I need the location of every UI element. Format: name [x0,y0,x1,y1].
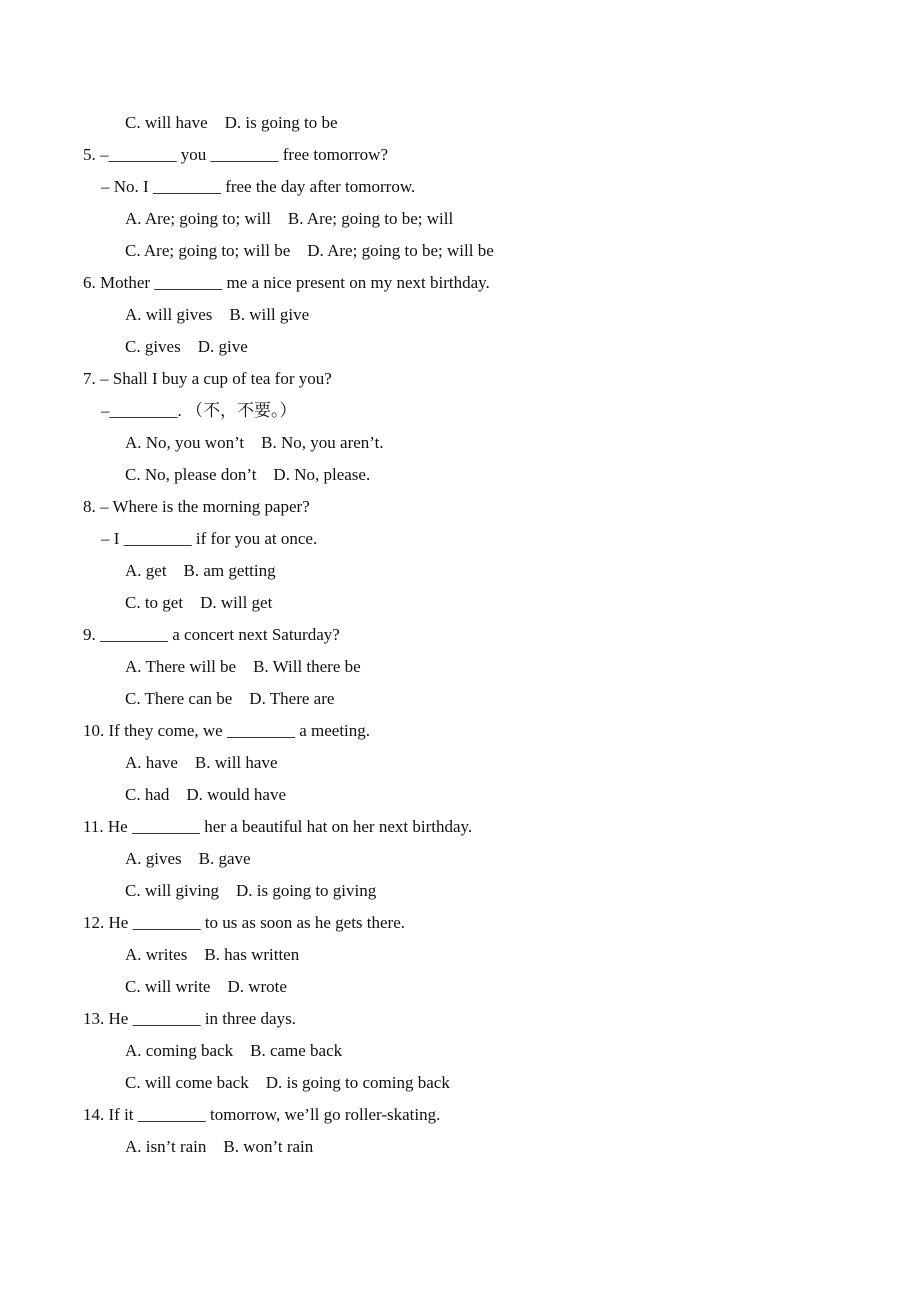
option-line: C. will come back D. is going to coming back [125,1073,450,1092]
option-line: C. will have D. is going to be [125,113,338,132]
question-line: 7. – Shall I buy a cup of tea for you? [83,369,332,388]
option-line: A. gives B. gave [125,849,251,868]
option-line: A. get B. am getting [125,561,276,580]
option-line: A. have B. will have [125,753,278,772]
reply-line: –________. （不，不要。） [101,401,297,420]
question-line: 13. He ________ in three days. [83,1009,296,1028]
question-line: 12. He ________ to us as soon as he gets there. [83,913,406,932]
option-line: C. to get D. will get [125,593,273,612]
reply-line: – I ________ if for you at once. [101,529,318,548]
option-line: C. had D. would have [125,785,287,804]
option-line: A. No, you won’t B. No, you aren’t. [125,433,384,452]
option-line: A. There will be B. Will there be [125,657,361,676]
option-line: C. Are; going to; will be D. Are; going to be; will be [125,241,494,260]
option-line: C. gives D. give [125,337,248,356]
question-line: 5. –________ you ________ free tomorrow? [83,145,389,164]
option-line: A. isn’t rain B. won’t rain [125,1137,314,1156]
worksheet-page [0,107,920,1163]
option-line: A. Are; going to; will B. Are; going to be; will [125,209,454,228]
option-line: C. There can be D. There are [125,689,335,708]
question-line: 14. If it ________ tomorrow, we’ll go roller-skating. [83,1105,441,1124]
option-line: C. No, please don’t D. No, please. [125,465,371,484]
question-line: 10. If they come, we ________ a meeting. [83,721,371,740]
option-line: C. will write D. wrote [125,977,287,996]
option-line: A. coming back B. came back [125,1041,343,1060]
option-line: A. will gives B. will give [125,305,310,324]
question-line: 6. Mother ________ me a nice present on my next birthday. [83,273,490,292]
question-line: 11. He ________ her a beautiful hat on her next birthday. [83,817,473,836]
question-line: 8. – Where is the morning paper? [83,497,310,516]
reply-line: – No. I ________ free the day after tomorrow. [101,177,416,196]
option-line: A. writes B. has written [125,945,300,964]
question-line: 9. ________ a concert next Saturday? [83,625,340,644]
option-line: C. will giving D. is going to giving [125,881,377,900]
